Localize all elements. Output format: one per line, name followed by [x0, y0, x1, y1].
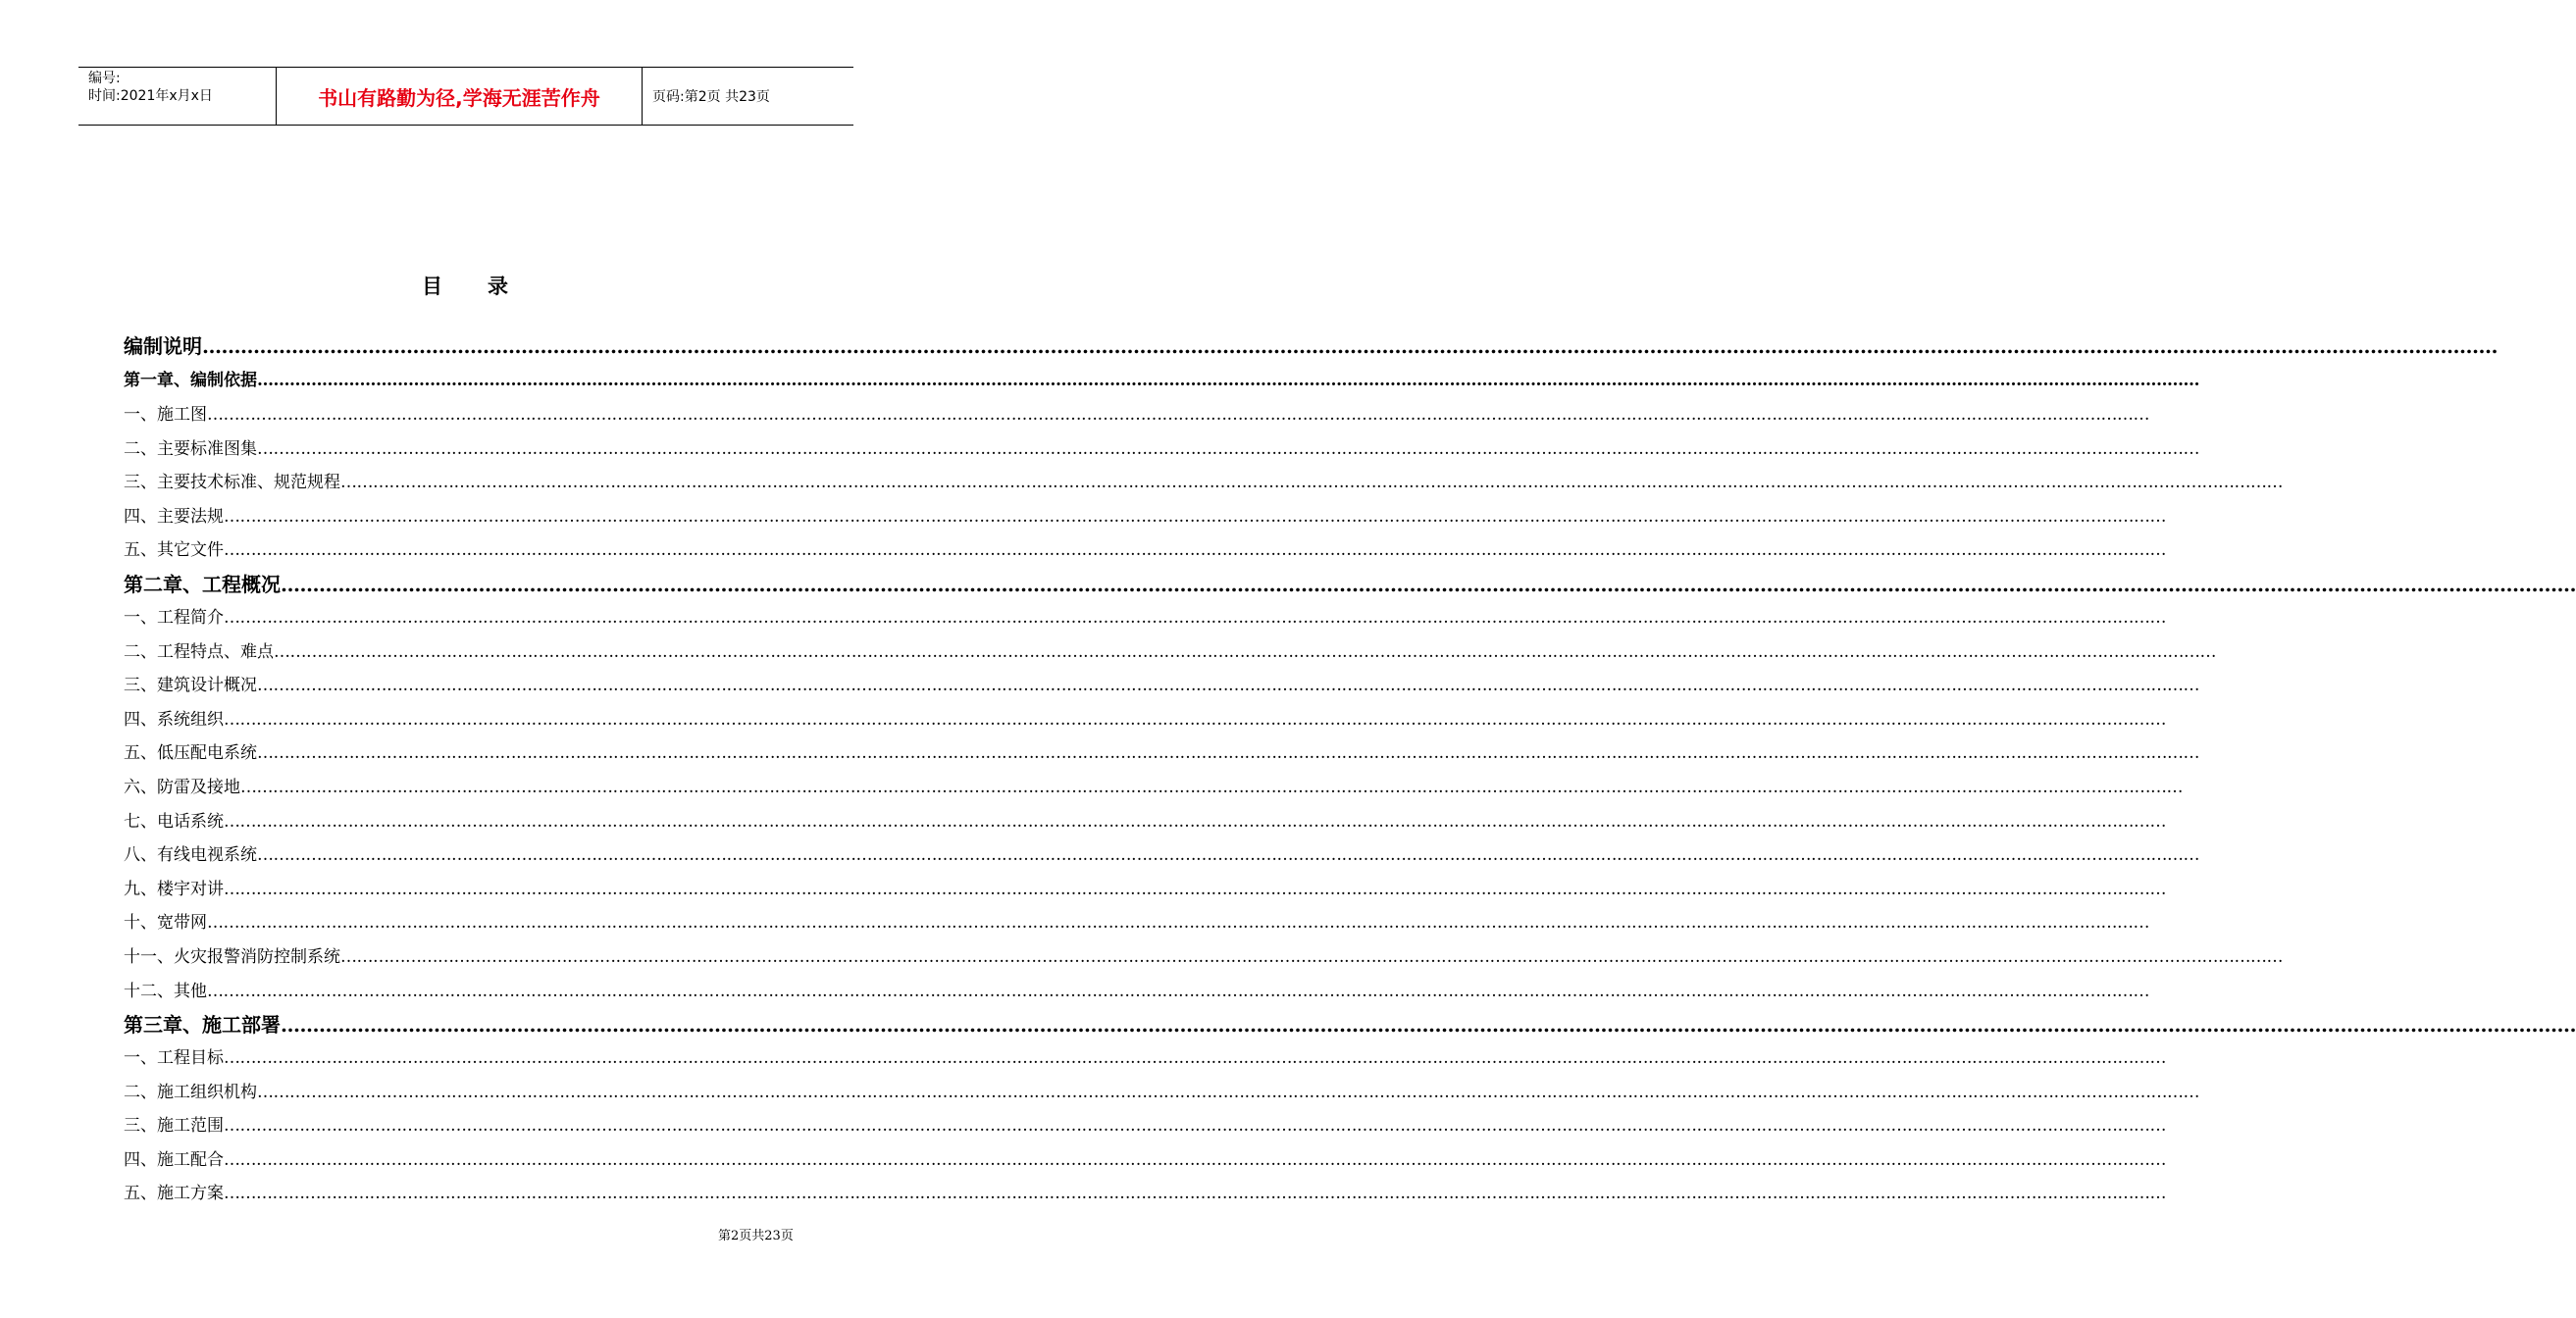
toc-item-label: 一、施工图 — [124, 405, 207, 425]
doc-id-label: 编号: — [88, 71, 121, 86]
toc-item-label: 四、施工配合 — [124, 1149, 224, 1170]
page-footer: 第2页共23页 — [718, 1229, 794, 1243]
header-page-info: 页码:第2页 共23页 — [652, 89, 770, 105]
toc-item-label: 二、主要标准图集 — [124, 438, 257, 459]
toc-item[interactable] — [124, 906, 2149, 940]
toc-item[interactable] — [124, 669, 2199, 703]
toc-item[interactable] — [124, 398, 2149, 432]
toc-title-part1: 目 — [422, 274, 444, 298]
toc-item-label: 十一、火灾报警消防控制系统 — [124, 946, 340, 967]
page-header — [78, 67, 853, 126]
toc-item-label: 第一章、编制依据 — [124, 371, 257, 390]
toc-title — [0, 271, 932, 300]
toc-item[interactable] — [124, 805, 2166, 839]
toc-dot-leader: ……………………………………………………………………………………………………………………………………………………………………………………………………………………………………………………………………………………………………………………………… — [202, 334, 2498, 358]
toc-item-label: 四、主要法规 — [124, 506, 224, 527]
toc-item[interactable] — [124, 568, 2576, 601]
toc-dot-leader: ……………………………………………………………………………………………………………………………………………………………………………………………………………………………………………………………………………………………………………………………… — [257, 676, 2199, 696]
toc-item[interactable] — [124, 601, 2166, 635]
toc-dot-leader: ……………………………………………………………………………………………………………………………………………………………………………………………………………………………………………………………………………………………………………………………… — [274, 641, 2216, 662]
toc-item-label: 十二、其他 — [124, 981, 207, 1001]
toc-item-label: 三、施工范围 — [124, 1116, 224, 1137]
toc-item[interactable] — [124, 771, 2183, 805]
toc-item[interactable] — [124, 1177, 2166, 1211]
toc-dot-leader: ……………………………………………………………………………………………………………………………………………………………………………………………………………………………………………………………………………………………………………………………… — [240, 777, 2183, 797]
toc-item-label: 二、工程特点、难点 — [124, 641, 274, 662]
toc-item[interactable] — [124, 533, 2166, 568]
toc-dot-leader: ……………………………………………………………………………………………………………………………………………………………………………………………………………………………………………………………………………………………………………………………… — [224, 1149, 2166, 1170]
toc-item-label: 五、其它文件 — [124, 540, 224, 561]
toc-title-part2: 录 — [488, 274, 510, 298]
header-meta-cell — [78, 68, 277, 125]
toc-dot-leader: ……………………………………………………………………………………………………………………………………………………………………………………………………………………………………………………………………………………………………………………………… — [340, 946, 2283, 967]
toc-dot-leader: ……………………………………………………………………………………………………………………………………………………………………………………………………………………………………………………………………………………………………………………………… — [224, 1048, 2166, 1069]
toc-dot-leader: ……………………………………………………………………………………………………………………………………………………………………………………………………………………………………………………………………………………………………………………………… — [224, 506, 2166, 527]
toc-item[interactable] — [124, 940, 2283, 975]
toc-item[interactable] — [124, 736, 2199, 771]
toc-item-label: 三、建筑设计概况 — [124, 676, 257, 696]
toc-dot-leader: ……………………………………………………………………………………………………………………………………………………………………………………………………………………………………………………………………………………………………………………………… — [257, 371, 2199, 390]
toc-item-label: 十、宽带网 — [124, 913, 207, 934]
toc-item-label: 第二章、工程概况 — [124, 572, 281, 596]
toc-item[interactable] — [124, 975, 2149, 1009]
toc-item-label: 三、主要技术标准、规范规程 — [124, 473, 340, 493]
header-motto: 书山有路勤为径,学海无涯苦作舟 — [277, 68, 643, 125]
toc-item[interactable] — [124, 838, 2199, 873]
toc-item[interactable] — [124, 500, 2166, 534]
toc-dot-leader: ……………………………………………………………………………………………………………………………………………………………………………………………………………………………………………………………………………………………………………………………… — [281, 572, 2576, 596]
toc-item[interactable] — [124, 1076, 2199, 1110]
toc-item-label: 一、工程简介 — [124, 607, 224, 628]
toc-dot-leader: ……………………………………………………………………………………………………………………………………………………………………………………………………………………………………………………………………………………………………………………………… — [224, 811, 2166, 832]
table-of-contents — [124, 330, 2576, 1211]
toc-item-label: 五、施工方案 — [124, 1184, 224, 1204]
toc-item-label: 四、系统组织 — [124, 709, 224, 730]
toc-item[interactable] — [124, 1109, 2166, 1143]
toc-item[interactable] — [124, 432, 2199, 467]
toc-item[interactable] — [124, 1143, 2166, 1178]
toc-item-label: 一、工程目标 — [124, 1048, 224, 1069]
toc-dot-leader: ……………………………………………………………………………………………………………………………………………………………………………………………………………………………………………………………………………………………………………………………… — [207, 405, 2149, 425]
toc-item-label: 编制说明 — [124, 334, 202, 358]
toc-dot-leader: ……………………………………………………………………………………………………………………………………………………………………………………………………………………………………………………………………………………………………………………………… — [340, 473, 2283, 493]
toc-item-label: 二、施工组织机构 — [124, 1082, 257, 1102]
toc-item[interactable] — [124, 635, 2216, 670]
toc-item-label: 六、防雷及接地 — [124, 777, 240, 797]
toc-item-label: 八、有线电视系统 — [124, 845, 257, 866]
toc-dot-leader: ……………………………………………………………………………………………………………………………………………………………………………………………………………………………………………………………………………………………………………………………… — [207, 913, 2149, 934]
toc-dot-leader: ……………………………………………………………………………………………………………………………………………………………………………………………………………………………………………………………………………………………………………………………… — [207, 981, 2149, 1001]
toc-dot-leader: ……………………………………………………………………………………………………………………………………………………………………………………………………………………………………………………………………………………………………………………………… — [224, 879, 2166, 899]
toc-dot-leader: ……………………………………………………………………………………………………………………………………………………………………………………………………………………………………………………………………………………………………………………………… — [224, 607, 2166, 628]
toc-item[interactable] — [124, 873, 2166, 907]
toc-item-label: 七、电话系统 — [124, 811, 224, 832]
toc-dot-leader: ……………………………………………………………………………………………………………………………………………………………………………………………………………………………………………………………………………………………………………………………… — [224, 540, 2166, 561]
toc-item-label: 九、楼宇对讲 — [124, 879, 224, 899]
toc-dot-leader: ……………………………………………………………………………………………………………………………………………………………………………………………………………………………………………………………………………………………………………………………… — [224, 709, 2166, 730]
toc-dot-leader: ……………………………………………………………………………………………………………………………………………………………………………………………………………………………………………………………………………………………………………………………… — [224, 1184, 2166, 1204]
toc-item[interactable] — [124, 703, 2166, 737]
toc-dot-leader: ……………………………………………………………………………………………………………………………………………………………………………………………………………………………………………………………………………………………………………………………… — [224, 1116, 2166, 1137]
toc-item[interactable] — [124, 330, 2498, 363]
toc-dot-leader: ……………………………………………………………………………………………………………………………………………………………………………………………………………………………………………………………………………………………………………………………… — [257, 845, 2199, 866]
doc-time-label: 时间:2021年x月x日 — [88, 88, 213, 104]
toc-item[interactable] — [124, 1041, 2166, 1076]
toc-dot-leader: ……………………………………………………………………………………………………………………………………………………………………………………………………………………………………………………………………………………………………………………………… — [257, 438, 2199, 459]
toc-item[interactable] — [124, 363, 2199, 398]
toc-dot-leader: ……………………………………………………………………………………………………………………………………………………………………………………………………………………………………………………………………………………………………………………………… — [257, 1082, 2199, 1102]
toc-item-label: 第三章、施工部署 — [124, 1013, 281, 1038]
toc-dot-leader: ……………………………………………………………………………………………………………………………………………………………………………………………………………………………………………………………………………………………………………………………… — [281, 1013, 2576, 1038]
toc-item[interactable] — [124, 1008, 2576, 1041]
toc-item[interactable] — [124, 466, 2283, 500]
toc-dot-leader: ……………………………………………………………………………………………………………………………………………………………………………………………………………………………………………………………………………………………………………………………… — [257, 743, 2199, 764]
toc-item-label: 五、低压配电系统 — [124, 743, 257, 764]
